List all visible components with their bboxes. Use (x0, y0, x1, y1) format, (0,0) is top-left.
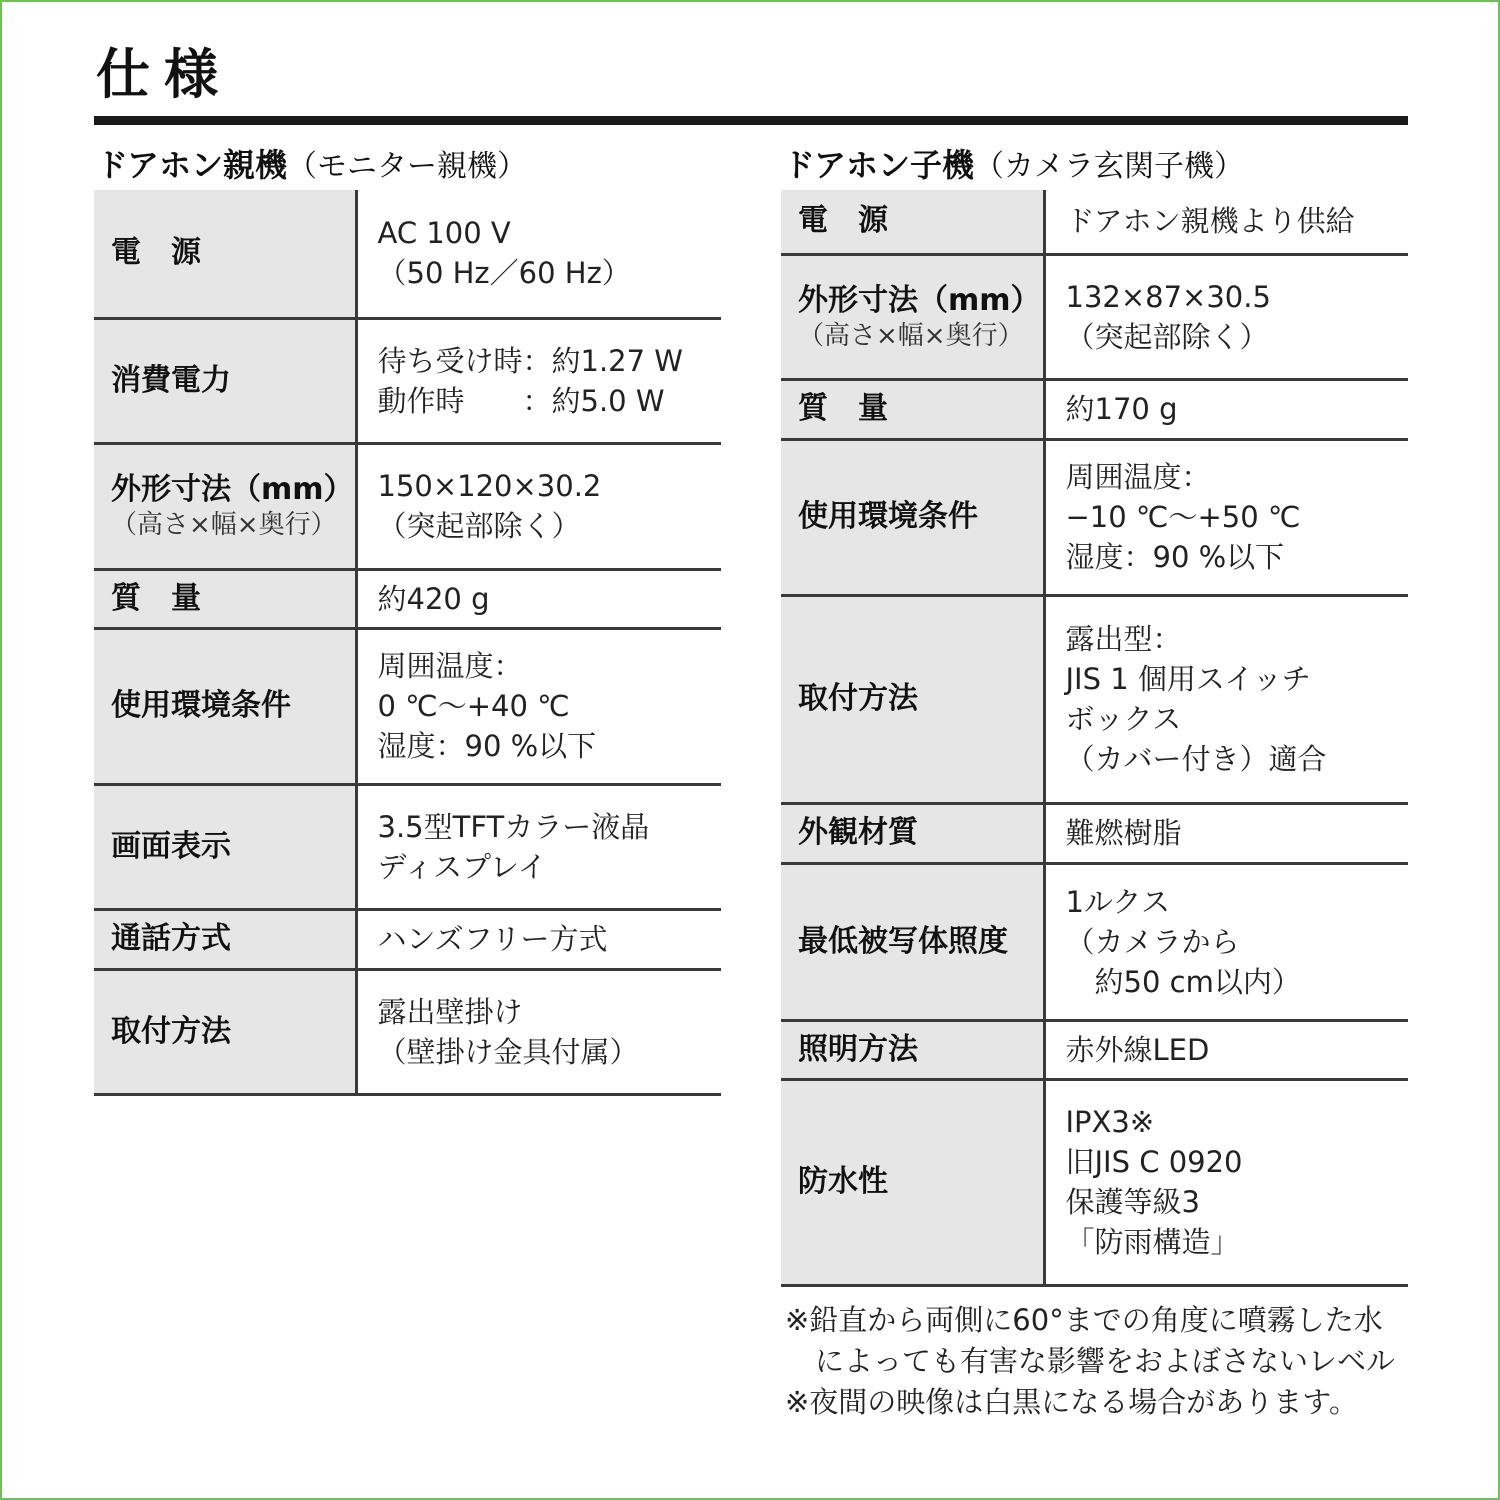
spec-label (94, 969, 356, 1094)
spec-row (94, 628, 721, 784)
spec-value: AC 100 V （50 Hz／60 Hz） (377, 216, 631, 291)
spec-label (781, 863, 1044, 1020)
spec-label-text: 照明方法 (798, 1031, 918, 1067)
spec-label-text: 通話方式 (111, 921, 231, 956)
parent-unit-heading-sub: （モニター親機） (287, 149, 528, 184)
spec-row (781, 379, 1408, 439)
spec-row (94, 190, 721, 318)
spec-row (94, 569, 721, 628)
spec-value: 3.5型TFTカラー液晶 ディスプレイ (377, 809, 650, 884)
spec-label (94, 569, 356, 628)
spec-label (94, 909, 356, 969)
spec-value: 露出型： JIS 1 個用スイッチ ボックス （カバー付き）適合 (1065, 622, 1327, 776)
spec-label-text: 防水性 (798, 1164, 888, 1199)
spec-label (781, 1020, 1044, 1079)
spec-row (781, 190, 1408, 254)
spec-row (781, 803, 1408, 863)
spec-row (94, 969, 721, 1094)
spec-value: ハンズフリー方式 (377, 922, 608, 956)
spec-label (781, 803, 1044, 863)
child-unit-heading (783, 145, 1244, 187)
parent-unit-spec-table (94, 190, 721, 1096)
spec-row (781, 439, 1408, 595)
spec-label-text: 最低被写体照度 (798, 923, 1008, 959)
spec-value: 約170 g (1065, 392, 1178, 426)
spec-label-text: 外形寸法（mm） (798, 282, 1041, 318)
spec-label-subtext: （高さ×幅×奥行） (111, 510, 337, 540)
spec-label (781, 379, 1044, 439)
spec-value: 露出壁掛け （壁掛け金具付属） (377, 994, 639, 1069)
page-title: 仕様 (96, 43, 232, 106)
spec-label-text: 電 源 (111, 235, 201, 271)
spec-row (781, 863, 1408, 1020)
spec-row (781, 1020, 1408, 1079)
spec-label (94, 318, 356, 443)
spec-label-text: 質 量 (111, 580, 201, 616)
spec-label-text: 使用環境条件 (798, 499, 978, 534)
child-unit-spec-table (781, 190, 1408, 1287)
spec-label (781, 190, 1044, 254)
spec-row (94, 443, 721, 569)
spec-row (781, 1079, 1408, 1285)
child-unit-heading-main: ドアホン子機 (783, 146, 975, 184)
spec-label (781, 439, 1044, 595)
spec-label-text: 外観材質 (798, 815, 918, 850)
spec-label-text: 使用環境条件 (111, 688, 291, 723)
spec-label-text: 電 源 (798, 203, 888, 239)
spec-row (781, 254, 1408, 379)
spec-value: 周囲温度： −10 ℃～+50 ℃ 湿度：90 %以下 (1065, 460, 1301, 574)
spec-label-subtext: （高さ×幅×奥行） (798, 320, 1024, 351)
footnote-night-video: ※夜間の映像は白黒になる場合があります。 (785, 1385, 1358, 1419)
spec-value: 待ち受け時：約1.27 W 動作時 ：約5.0 W (377, 343, 683, 418)
footnotes (785, 1300, 1410, 1423)
spec-label-text: 質 量 (798, 391, 888, 426)
child-unit-heading-sub: （カメラ玄関子機） (974, 149, 1245, 184)
spec-value: 1ルクス （カメラから 約50 cm以内） (1065, 884, 1301, 999)
spec-value: 132×87×30.5 （突起部除く） (1065, 279, 1271, 354)
spec-label-text: 消費電力 (111, 362, 231, 398)
parent-unit-heading (96, 145, 527, 187)
spec-value: 150×120×30.2 （突起部除く） (377, 469, 602, 543)
spec-label (781, 595, 1044, 803)
spec-value: ドアホン親機より供給 (1065, 204, 1355, 239)
spec-label (94, 443, 356, 569)
spec-label-text: 画面表示 (111, 828, 231, 864)
spec-value: IPX3※ 旧JIS C 0920 保護等級3 「防雨構造」 (1065, 1105, 1243, 1259)
spec-label-text: 取付方法 (111, 1013, 231, 1049)
spec-label-text: 取付方法 (798, 681, 918, 716)
spec-row (94, 784, 721, 909)
spec-label (94, 628, 356, 784)
spec-row (94, 909, 721, 969)
footnote-waterproof: ※鉛直から両側に60°までの角度に噴霧した水によっても有害な影響をおよぼさないレベル (785, 1303, 1396, 1378)
spec-value: 赤外線LED (1065, 1032, 1210, 1067)
parent-unit-heading-main: ドアホン親機 (96, 146, 288, 184)
spec-row (781, 595, 1408, 803)
spec-value: 周囲温度： 0 ℃～+40 ℃ 湿度：90 %以下 (377, 649, 597, 763)
spec-row (94, 318, 721, 443)
spec-label (781, 1079, 1044, 1285)
spec-label (781, 254, 1044, 379)
title-divider (94, 116, 1408, 125)
spec-label (94, 190, 356, 318)
spec-value: 約420 g (377, 581, 490, 616)
spec-label-text: 外形寸法（mm） (111, 472, 354, 507)
spec-label (94, 784, 356, 909)
spec-value: 難燃樹脂 (1065, 816, 1182, 850)
